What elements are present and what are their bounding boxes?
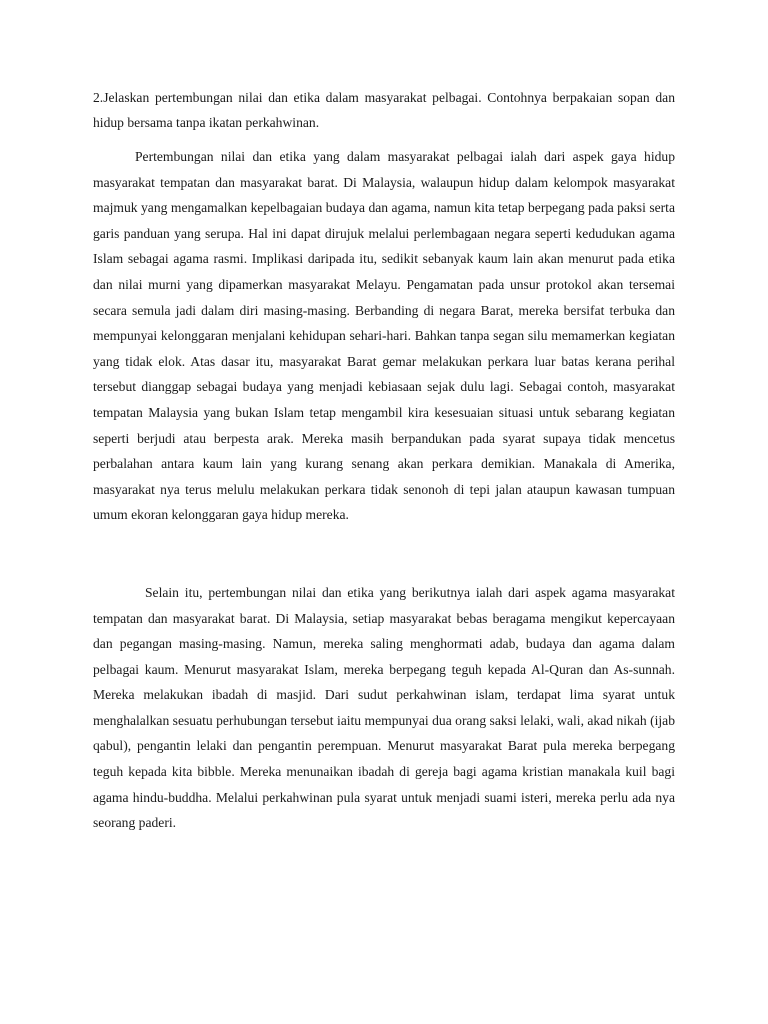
document-page [93, 85, 675, 836]
paragraph-religion: Selain itu, pertembungan nilai dan etika yang berikutnya ialah dari aspek agama masyarakat tempatan dan masyarakat barat. Di Malaysia, setiap masyarakat bebas beragama mengikut kepercayaan dan pegangan masing-masing. Namun, mereka saling menghormati adab, budaya dan agama dalam pelbagai kaum. Menurut masyarakat Islam, mereka berpegang teguh kepada Al-Quran dan As-sunnah. Mereka melakukan ibadah di masjid. Dari sudut perkahwinan islam, terdapat lima syarat untuk menghalalkan sesuatu perhubungan tersebut iaitu mempunyai dua orang saksi lelaki, wali, akad nikah (ijab qabul), pengantin lelaki dan pengantin perempuan. Menurut masyarakat Barat pula mereka berpegang teguh kepada kita bibble. Mereka menunaikan ibadah di gereja bagi agama kristian manakala kuil bagi agama hindu-buddha. Melalui perkahwinan pula syarat untuk menjadi suami isteri, mereka perlu ada nya seorang paderi. [93, 584, 675, 831]
question-heading: 2.Jelaskan pertembungan nilai dan etika dalam masyarakat pelbagai. Contohnya berpakaian sopan dan hidup bersama tanpa ikatan perkahwinan. [93, 90, 675, 130]
paragraph-lifestyle: Pertembungan nilai dan etika yang dalam masyarakat pelbagai ialah dari aspek gaya hidup masyarakat tempatan dan masyarakat barat. Di Malaysia, walaupun hidup dalam kelompok masyarakat majmuk yang mengamalkan kepelbagaian budaya dan agama, namun kita tetap berpegang pada paksi serta garis panduan yang serupa. Hal ini dapat dirujuk melalui perlembagaan negara seperti kedudukan agama Islam sebagai agama rasmi. Implikasi daripada itu, sedikit sebanyak kaum lain akan menurut pada etika dan nilai murni yang dipamerkan masyarakat Melayu. Pengamatan pada unsur protokol akan tersemai secara semula jadi dalam diri masing-masing. Berbanding di negara Barat, mereka bersifat terbuka dan mempunyai kelonggaran menjalani kehidupan sehari-hari. Bahkan tanpa segan silu memamerkan kegiatan yang tidak elok. Atas dasar itu, masyarakat Barat gemar melakukan perkara luar batas kerana perihal tersebut dianggap sebagai budaya yang menjadi kebiasaan sejak dulu lagi. Sebagai contoh, masyarakat tempatan Malaysia yang bukan Islam tetap mengambil kira kesesuaian situasi untuk sebarang kegiatan seperti berjudi atau berpesta arak. Mereka masih berpandukan pada syarat supaya tidak mencetus perbalahan antara kaum lain yang kurang senang akan perkara demikian. Manakala di Amerika, masyarakat nya terus melulu melakukan perkara tidak senonoh di tepi jalan ataupun kawasan tumpuan umum ekoran kelonggaran gaya hidup mereka. [93, 149, 675, 523]
